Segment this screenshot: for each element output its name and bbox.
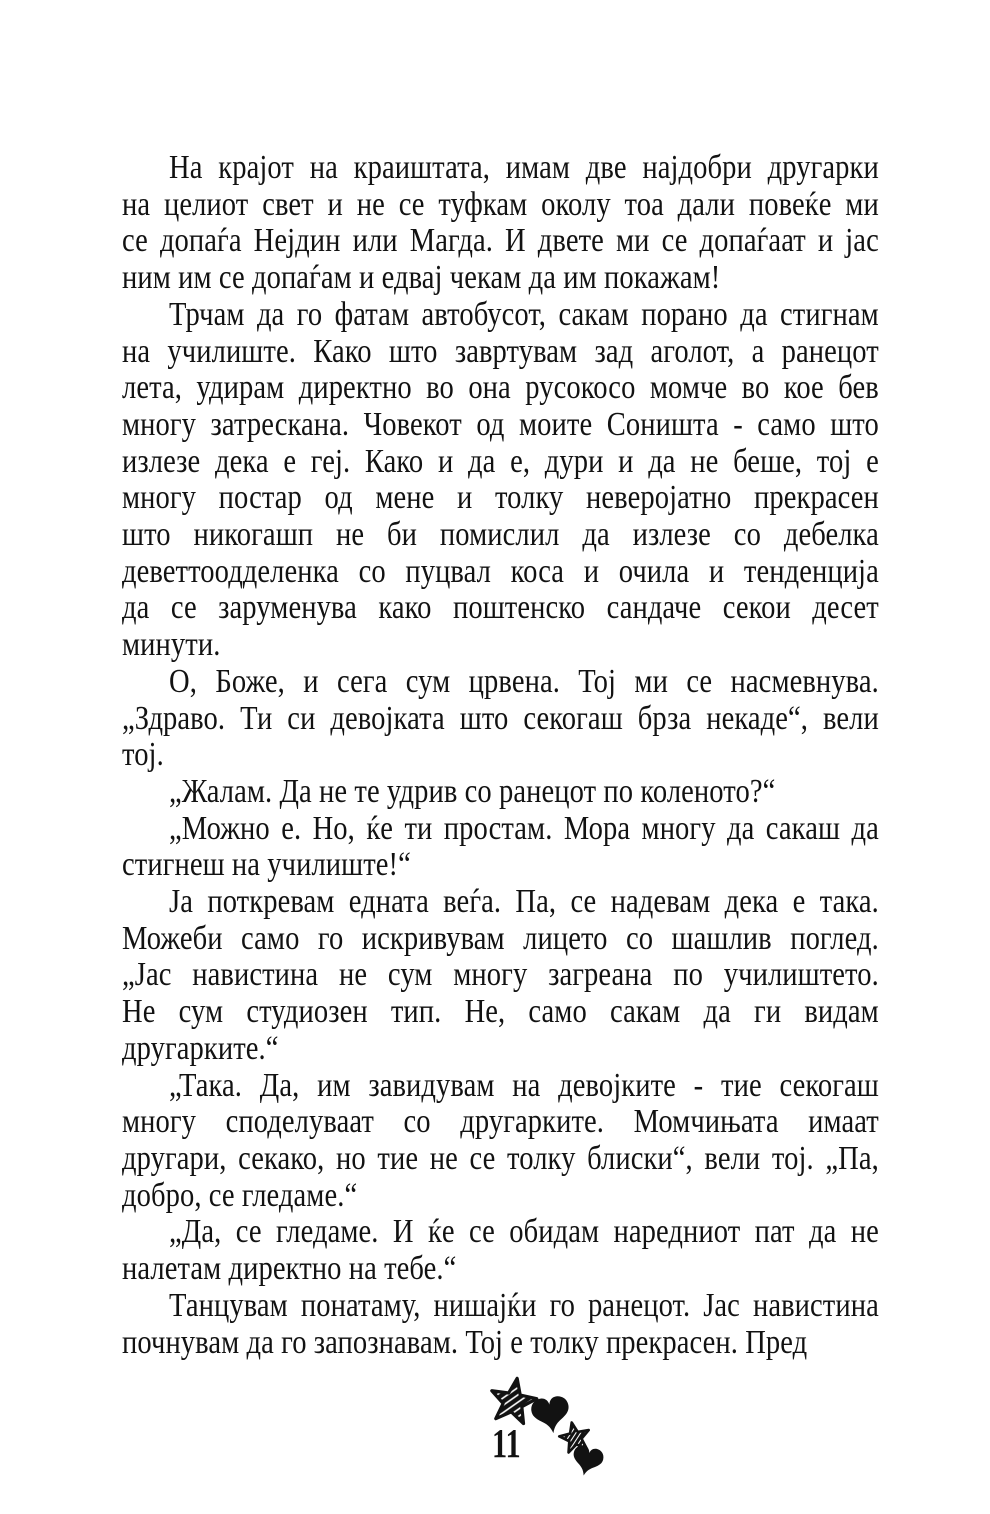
page-number: 11 (492, 1420, 521, 1466)
text-line: многу затрескана. Човекот од моите Соништа - само што (122, 405, 879, 443)
text-line: Можеби само го искривувам лицето со шашлив поглед. (122, 919, 879, 957)
text-line: ним им се допаѓам и едвај чекам да им покажам! (122, 259, 721, 297)
page-text-block (122, 150, 879, 1361)
text-line: тој. (122, 736, 164, 774)
text-line: стигнеш на училиште!“ (122, 846, 411, 884)
text-line: Не сум студиозен тип. Не, само сакам да ги видам (122, 993, 879, 1031)
text-line: Ја поткревам едната веѓа. Па, се надевам дека е така. (169, 883, 879, 921)
paragraph (122, 884, 879, 1068)
text-line: минути. (122, 626, 221, 664)
text-line: „Здраво. Ти си девојката што секогаш брза некаде“, вели (122, 699, 879, 737)
text-line: почнувам да го запознавам. Тој е толку прекрасен. Пред (122, 1323, 808, 1361)
text-line: на училиште. Како што завртувам зад аголот, а ранецот (122, 332, 879, 370)
text-line: се допаѓа Нејдин или Магда. И двете ми се допаѓаат и јас (122, 222, 879, 260)
text-line: излезе дека е геј. Како и да е, дури и да не беше, тој е (122, 442, 879, 480)
text-line: „Жалам. Да не те удрив со ранецот по коленото?“ (169, 772, 776, 810)
paragraph (122, 1068, 879, 1215)
star-icon (487, 1374, 539, 1425)
text-line: лета, удирам директно во она русокосо момче во кое бев (122, 369, 879, 407)
heart-icon (530, 1395, 572, 1436)
paragraph (122, 811, 879, 884)
text-line: другарките.“ (122, 1029, 279, 1067)
paragraph (122, 1214, 879, 1287)
text-line: Трчам да го фатам автобусот, сакам порано да стигнам (169, 295, 879, 333)
text-line: „Така. Да, им завидувам на девојките - тие секогаш (169, 1066, 879, 1104)
text-line: „Да, се гледаме. И ќе се обидам наредниот пат да не (169, 1213, 879, 1251)
text-line: деветтоодделенка со пуцвал коса и очила и тенденција (122, 552, 879, 590)
text-line: налетам директно на тебе.“ (122, 1250, 457, 1288)
text-line: „Јас навистина не сум многу загреана по училиштето. (122, 956, 879, 994)
text-line: О, Боже, и сега сум црвена. Тој ми се насмевнува. (169, 662, 879, 700)
text-line: многу споделуваат со другарките. Момчињата имаат (122, 1103, 879, 1141)
paragraph (122, 1288, 879, 1361)
paragraph (122, 664, 879, 774)
text-line: другари, секако, но тие не се толку блиски“, вели тој. „Па, (122, 1139, 879, 1177)
paragraph (122, 150, 879, 297)
text-line: многу постар од мене и толку неверојатно прекрасен (122, 479, 879, 517)
text-line: добро, се гледаме.“ (122, 1176, 358, 1214)
paragraph (122, 774, 879, 811)
paragraph (122, 297, 879, 664)
text-line: На крајот на краиштата, имам две најдобри другарки (169, 149, 879, 186)
text-line: да се заруменува како поштенско сандаче секои десет (122, 589, 879, 627)
text-line: на целиот свет и не се туфкам околу тоа дали повеќе ми (122, 185, 879, 223)
text-line: „Можно е. Но, ќе ти простам. Мора многу да сакаш да (169, 809, 879, 847)
heart-icon (569, 1444, 605, 1479)
text-line: Танцувам понатаму, нишајќи го ранецот. Јас навистина (169, 1286, 879, 1324)
text-line: што никогашп не би помислил да излезе со дебелка (122, 516, 879, 554)
